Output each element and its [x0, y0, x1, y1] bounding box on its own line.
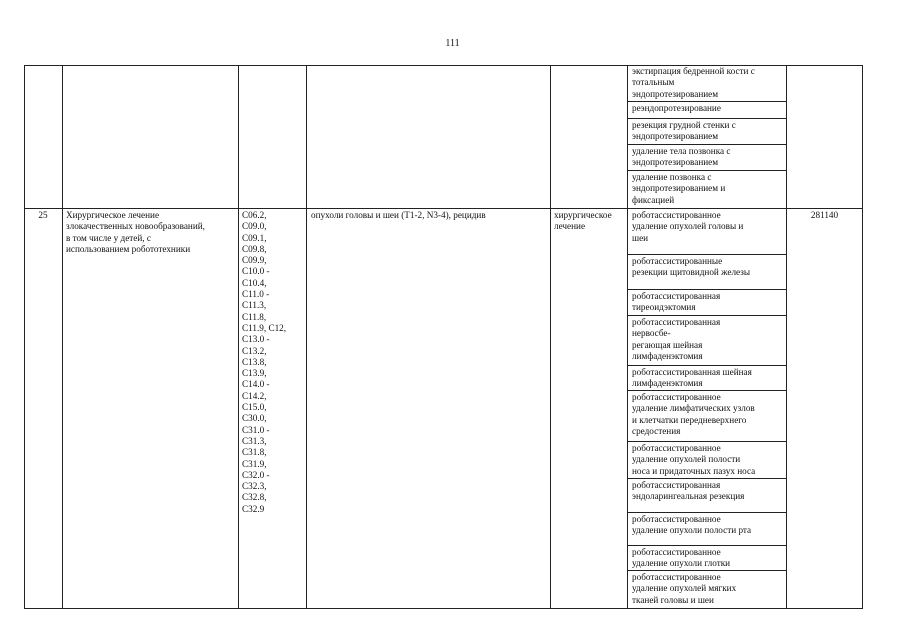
sub-row-divider	[627, 144, 786, 145]
sub-row-divider	[627, 118, 786, 119]
column-divider	[62, 65, 63, 609]
procedure-cell: резекция грудной стенки с эндопротезированием	[632, 120, 736, 142]
column-divider	[306, 65, 307, 609]
treatment-type: хирургическое лечение	[554, 210, 612, 232]
procedure-cell: роботассистированное удаление лимфатических узлов и клетчатки передневерхнего средостения	[632, 392, 755, 436]
sub-row-divider	[627, 289, 786, 290]
procedure-cell: роботассистированное удаление опухолей мягких тканей головы и шеи	[632, 572, 737, 605]
sub-row-divider	[627, 101, 786, 102]
column-divider	[238, 65, 239, 609]
page-number: 111	[445, 38, 460, 49]
column-divider	[627, 65, 628, 609]
sub-row-divider	[627, 570, 786, 571]
row-number: 25	[38, 210, 48, 220]
table-border-bottom	[24, 608, 863, 609]
cost-value: 281140	[810, 210, 839, 220]
patient-model: опухоли головы и шеи (T1-2, N3-4), рецидив	[311, 210, 486, 220]
procedure-cell: роботассистированная эндоларингеальная резекция	[632, 480, 745, 502]
sub-row-divider	[627, 170, 786, 171]
sub-row-divider	[627, 478, 786, 479]
procedure-cell: экстирпация бедренной кости с тотальным эндопротезированием	[632, 66, 755, 99]
column-divider	[550, 65, 551, 609]
sub-row-divider	[627, 512, 786, 513]
sub-row-divider	[627, 315, 786, 316]
procedure-cell: реэндопротезирование	[632, 103, 721, 113]
sub-row-divider	[627, 390, 786, 391]
table-border-right	[862, 65, 863, 609]
procedure-cell: роботассистированная тиреоидэктомия	[632, 291, 721, 313]
procedure-cell: роботассистированная шейная лимфаденэктомия	[632, 367, 752, 389]
icd-codes: C06.2, C09.0, C09.1, C09.8, C09.9, C10.0 - C10.4, C11.0 - C11.3, C11.8, C11.9, C12, C13.0 - C13.2, C13.8, C13.9, C14.0 - C14.2, C15.0, C30.0, C31.0 - C31.3, C31.8, C31.9, C32.0 - C32.3, C32.8, C32.9	[242, 210, 287, 514]
treatment-group-name: Хирургическое лечение злокачественных новообразований, в том числе у детей, с использованием робототехники	[66, 210, 205, 254]
procedures-table	[24, 65, 863, 609]
procedure-cell: роботассистированное удаление опухолей головы и шеи	[632, 210, 744, 243]
procedure-cell: удаление позвонка с эндопротезированием и фиксацией	[632, 172, 726, 205]
procedure-cell: роботассистированные резекции щитовидной железы	[632, 256, 751, 278]
table-border-left	[24, 65, 25, 609]
sub-row-divider	[627, 545, 786, 546]
column-divider	[786, 65, 787, 609]
sub-row-divider	[627, 365, 786, 366]
row-divider	[24, 208, 863, 209]
sub-row-divider	[627, 441, 786, 442]
procedure-cell: роботассистированное удаление опухолей полости носа и придаточных пазух носа	[632, 443, 756, 476]
procedure-cell: роботассистированное удаление опухоли глотки	[632, 547, 731, 569]
sub-row-divider	[627, 254, 786, 255]
procedure-cell: удаление тела позвонка с эндопротезированием	[632, 146, 731, 168]
procedure-cell: роботассистированное удаление опухоли полости рта	[632, 514, 752, 536]
procedure-cell: роботассистированная нервосбе- регающая шейная лимфаденэктомия	[632, 317, 721, 361]
